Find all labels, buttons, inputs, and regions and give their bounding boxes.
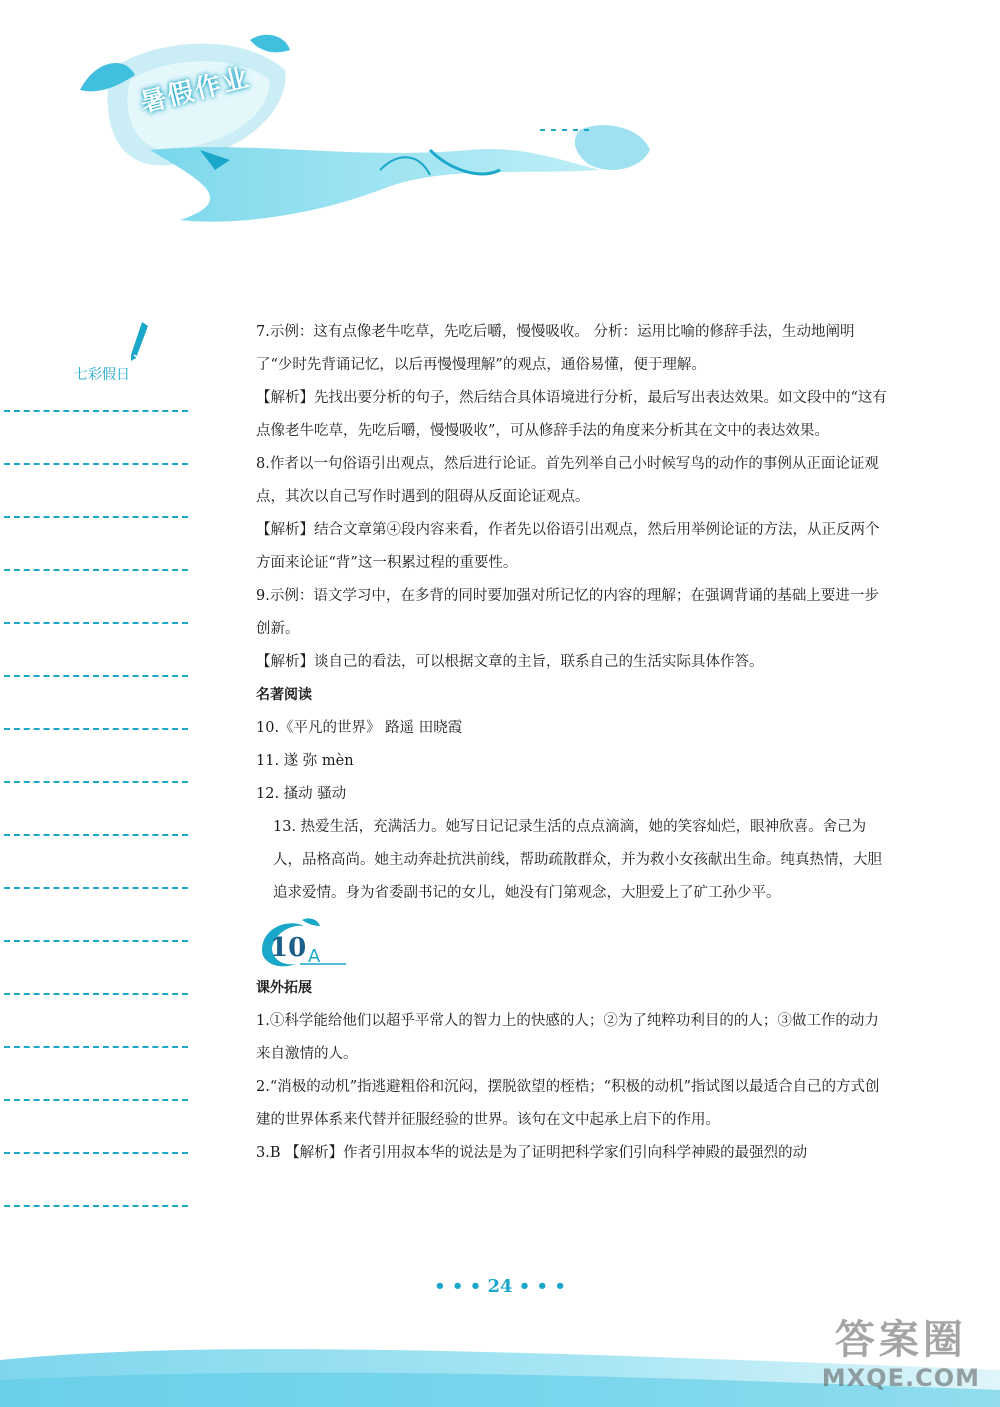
section-badge-icon: [260, 914, 350, 972]
sidebar-dashed-line: [4, 887, 188, 889]
answer-paragraph: 2.“消极的动机”指逃避粗俗和沉闷，摆脱欲望的桎梏；“积极的动机”指试图以最适合自己的方式创建的世界体系来代替并征服经验的世界。该句在文中起承上启下的作用。: [256, 1079, 880, 1128]
sidebar-dashed-line: [4, 463, 188, 465]
section-heading: 课外拓展: [256, 980, 312, 996]
answer-paragraph: 12. 搔动 骚动: [256, 786, 347, 802]
answer-paragraph: 【解析】结合文章第④段内容来看，作者先以俗语引出观点，然后用举例论证的方法，从正反两个方面来论证“背”这一积累过程的重要性。: [256, 522, 880, 571]
sidebar-dashed-line: [4, 622, 188, 624]
pen-icon: [128, 320, 150, 364]
watermark-text: 答案圈: [834, 1317, 967, 1363]
answer-paragraph: 9.示例：语文学习中，在多背的同时要加强对所记忆的内容的理解；在强调背诵的基础上要进一步创新。: [256, 588, 879, 637]
sidebar-dashed-line: [4, 728, 188, 730]
sidebar-dashed-line: [4, 993, 188, 995]
section-heading: 名著阅读: [256, 687, 312, 703]
watermark: [822, 1316, 980, 1392]
answer-paragraph: 10.《平凡的世界》 路遥 田晓霞: [256, 720, 463, 736]
answer-paragraph: 7.示例：这有点像老牛吃草，先吃后嚼，慢慢吸收。 分析：运用比喻的修辞手法，生动地阐明了“少时先背诵记忆，以后再慢慢理解”的观点，通俗易懂，便于理解。: [256, 324, 855, 373]
answer-paragraph: 3.B 【解析】作者引用叔本华的说法是为了证明把科学家们引向科学神殿的最强烈的动: [256, 1145, 808, 1161]
badge-number: 10: [270, 933, 307, 963]
answer-paragraph: 【解析】先找出要分析的句子，然后结合具体语境进行分析，最后写出表达效果。如文段中的“这有点像老牛吃草，先吃后嚼，慢慢吸收”，可从修辞手法的角度来分析其在文中的表达效果。: [256, 390, 887, 439]
watermark-url: MXQE.COM: [821, 1364, 980, 1392]
section-badge: [260, 914, 888, 972]
answer-paragraph: 13. 热爱生活，充满活力。她写日记记录生活的点点滴滴，她的笑容灿烂，眼神欣喜。舍己为人，品格高尚。她主动奔赴抗洪前线，帮助疏散群众，并为救小女孩献出生命。纯真热情，大胆追求爱情。身为省委副书记的女儿，她没有门第观念，大胆爱上了矿工孙少平。: [273, 819, 882, 901]
answer-paragraph: 【解析】谈自己的看法，可以根据文章的主旨，联系自己的生活实际具体作答。: [256, 654, 764, 670]
sidebar-dashed-line: [4, 940, 188, 942]
badge-letter: A: [308, 946, 321, 967]
sidebar-dashed-line: [4, 781, 188, 783]
header-decoration: [0, 0, 1000, 240]
answer-paragraph: 11. 遂 弥 mèn: [256, 753, 354, 769]
sidebar-dashed-line: [4, 1099, 188, 1101]
sidebar-dashed-line: [4, 569, 188, 571]
sidebar-dashed-line: [4, 1046, 188, 1048]
answer-content: [256, 316, 888, 1170]
answer-paragraph: 8.作者以一句俗语引出观点，然后进行论证。首先列举自己小时候写鸟的动作的事例从正面论证观点，其次以自己写作时遇到的阻碍从反面论证观点。: [256, 456, 879, 505]
header-title: 暑假作业: [137, 62, 254, 119]
sidebar-dashed-line: [4, 516, 188, 518]
sidebar-dashed-line: [4, 675, 188, 677]
sidebar-dashed-line: [4, 410, 188, 412]
sidebar-dashed-line: [4, 1152, 188, 1154]
sidebar-dashed-line: [4, 834, 188, 836]
sidebar-label: 七彩假日: [74, 367, 130, 383]
sidebar-dashed-line: [4, 1205, 188, 1207]
page-number: • • • 24 • • •: [434, 1276, 566, 1297]
answer-paragraph: 1.①科学能给他们以超乎平常人的智力上的快感的人；②为了纯粹功利目的的人；③做工作的动力来自激情的人。: [256, 1013, 879, 1062]
